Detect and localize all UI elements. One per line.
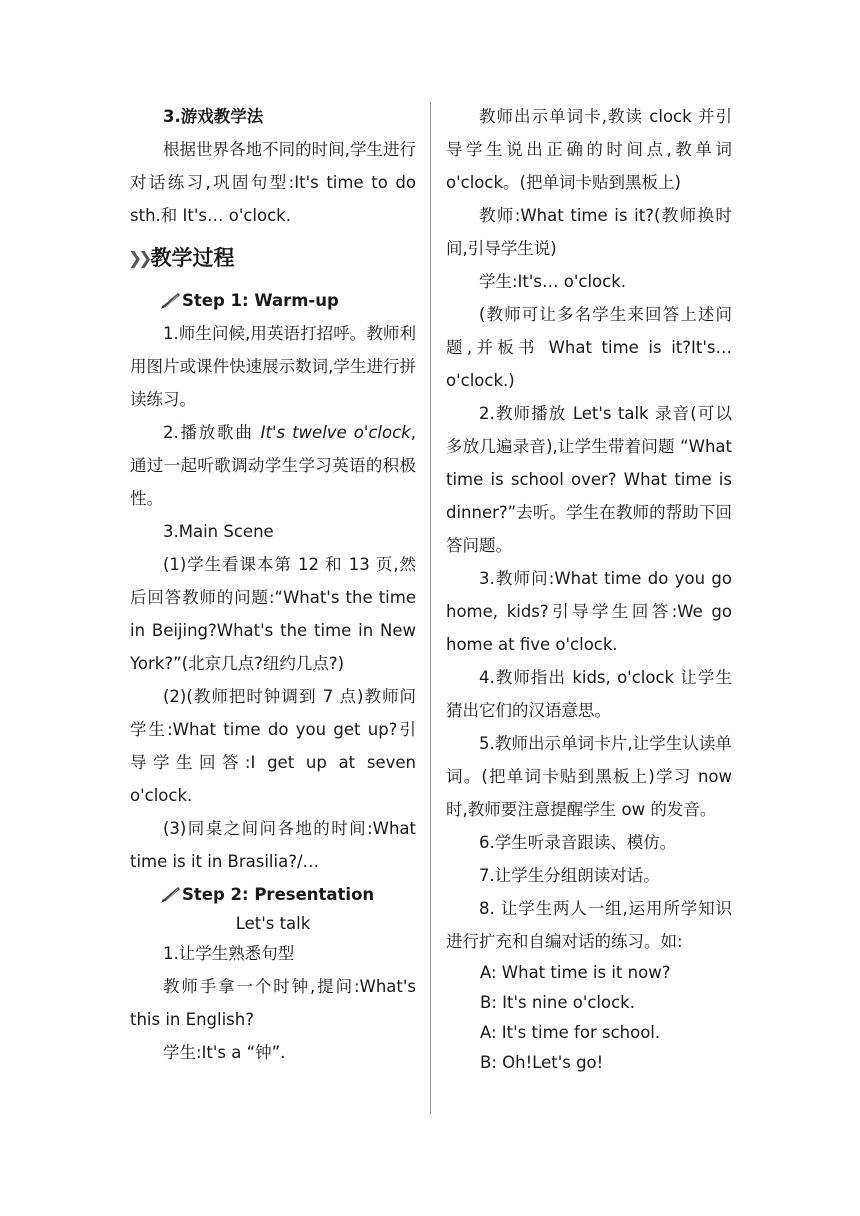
dialog-line: A: It's time for school. [480,1023,661,1042]
dialog-line: B: It's nine o'clock. [480,993,635,1012]
right-p5: 2.教师播放 Let's talk 录音(可以多放几遍录音),让学生带着问题 “What time is school over? What time is dinner?”去听。学生在教师的帮助下回答问题。 [446,404,732,555]
dialog-line: B: Oh!Let's go! [480,1053,604,1072]
step2-subtitle: Let's talk [235,914,311,933]
right-p2: 教师:What time is it?(教师换时间,引导学生说) [446,206,732,258]
step1-p2 [130,416,416,515]
section-title: 教学过程 [150,246,235,270]
right-p9: 6.学生听录音跟读、模仿。 [479,833,677,852]
step1-p6: (3)同桌之间问各地的时间:What time is it in Brasilia?/… [130,819,416,871]
song-title: It's twelve o'clock [260,423,411,442]
step2-heading [130,878,416,911]
right-p3: 学生:It's… o'clock. [479,272,627,291]
dialog-line: A: What time is it now? [480,963,671,982]
step1-p5: (2)(教师把时钟调到 7 点)教师问学生:What time do you get up?引导学生回答:I get up at seven o'clock. [130,687,416,805]
left-column [130,100,416,1069]
step2-p3: 学生:It's a “钟”. [163,1043,286,1062]
right-p11: 8. 让学生两人一组,运用所学知识进行扩充和自编对话的练习。如: [446,899,732,951]
right-p7: 4.教师指出 kids, o'clock 让学生猜出它们的汉语意思。 [446,668,732,720]
right-column [446,100,732,1078]
column-divider [430,102,431,1114]
pen-icon [160,886,182,904]
right-p8: 5.教师出示单词卡片,让学生认读单词。(把单词卡贴到黑板上)学习 now 时,教师要注意提醒学生 ow 的发音。 [446,734,732,819]
step2-p2: 教师手拿一个时钟,提问:What's this in English? [130,977,416,1029]
step1-p1: 1.师生问候,用英语打招呼。教师利用图片或课件快速展示数词,学生进行拼读练习。 [130,324,416,409]
step1-title: Step 1: Warm-up [182,291,339,310]
section-heading [128,238,416,278]
right-p1: 教师出示单词卡,教读 clock 并引导学生说出正确的时间点,教单词 o'clock。(把单词卡贴到黑板上) [446,107,732,192]
method-title: 3.游戏教学法 [163,107,264,126]
pen-icon [160,292,182,310]
double-chevron-icon: ❯❯ [128,249,149,269]
step2-p1: 1.让学生熟悉句型 [163,944,295,963]
right-p10: 7.让学生分组朗读对话。 [479,866,660,885]
method-text: 根据世界各地不同的时间,学生进行对话练习,巩固句型:It's time to do sth.和 It's… o'clock. [130,140,416,225]
step1-heading [130,284,416,317]
step1-p2-prefix: 2.播放歌曲 [163,423,261,442]
right-p6: 3.教师问:What time do you go home, kids?引导学生回答:We go home at five o'clock. [446,569,732,654]
right-p4: (教师可让多名学生来回答上述问题,并板书 What time is it?It's…o'clock.) [446,305,732,390]
step1-p2-suffix: ,通过一起听歌调动学生学习英语的积极性。 [130,423,416,508]
step2-title: Step 2: Presentation [182,885,375,904]
step1-p4: (1)学生看课本第 12 和 13 页,然后回答教师的问题:“What's the time in Beijing?What's the time in New York?”(北京几点?纽约几点?) [130,555,416,673]
step1-p3: 3.Main Scene [163,522,274,541]
